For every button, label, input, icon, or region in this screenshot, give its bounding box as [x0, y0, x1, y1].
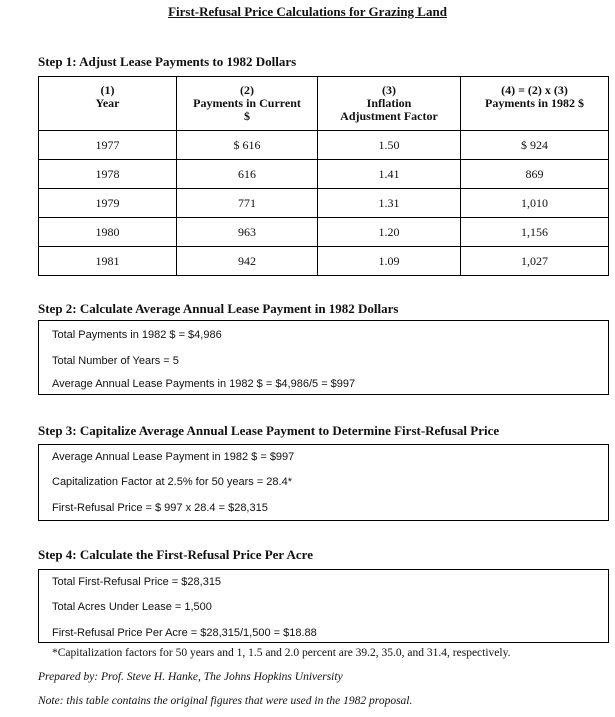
cell-1982-payment: 1,156 — [461, 218, 609, 247]
table-row — [39, 189, 609, 218]
cell-1982-payment: $ 924 — [461, 131, 609, 160]
cell-year: 1977 — [39, 131, 177, 160]
capitalization-footnote: *Capitalization factors for 50 years and 1, 1.5 and 2.0 percent are 39.2, 35.0, and 31.4, respectively. — [52, 647, 511, 659]
step2-box — [38, 320, 609, 395]
step2-line-total-payments: Total Payments in 1982 $ = $4,986 — [52, 329, 222, 341]
column-header-current-payments — [177, 77, 318, 131]
cell-year: 1981 — [39, 247, 177, 276]
cell-year: 1979 — [39, 189, 177, 218]
cell-inflation-factor: 1.09 — [318, 247, 461, 276]
cell-current-payment: 963 — [177, 218, 318, 247]
table-header-row — [39, 77, 609, 131]
cell-inflation-factor: 1.41 — [318, 160, 461, 189]
step3-line-first-refusal-price: First-Refusal Price = $ 997 x 28.4 = $28,315 — [52, 502, 268, 514]
cell-year: 1980 — [39, 218, 177, 247]
cell-current-payment: $ 616 — [177, 131, 318, 160]
step4-box — [38, 569, 609, 643]
column-label: Inflation Adjustment Factor — [340, 96, 438, 123]
cell-inflation-factor: 1.31 — [318, 189, 461, 218]
note: Note: this table contains the original figures that were used in the 1982 proposal. — [38, 695, 413, 707]
table-row — [39, 247, 609, 276]
cell-year: 1978 — [39, 160, 177, 189]
column-label: Payments in 1982 $ — [485, 96, 584, 110]
table-row — [39, 160, 609, 189]
column-header-inflation-factor — [318, 77, 461, 131]
cell-current-payment: 771 — [177, 189, 318, 218]
cell-1982-payment: 1,027 — [461, 247, 609, 276]
step2-line-average-payment: Average Annual Lease Payments in 1982 $ = $4,986/5 = $997 — [52, 378, 356, 390]
step4-line-total-acres: Total Acres Under Lease = 1,500 — [52, 601, 212, 613]
column-number: (4) = (2) x (3) — [501, 83, 568, 97]
step4-heading: Step 4: Calculate the First-Refusal Price Per Acre — [38, 547, 313, 562]
step3-line-average-payment: Average Annual Lease Payment in 1982 $ = $997 — [52, 451, 295, 463]
table-row — [39, 218, 609, 247]
column-header-year — [39, 77, 177, 131]
step2-heading: Step 2: Calculate Average Annual Lease Payment in 1982 Dollars — [38, 301, 399, 316]
cell-1982-payment: 1,010 — [461, 189, 609, 218]
step3-heading: Step 3: Capitalize Average Annual Lease Payment to Determine First-Refusal Price — [38, 423, 500, 438]
step3-line-capitalization-factor: Capitalization Factor at 2.5% for 50 years = 28.4* — [52, 476, 292, 488]
cell-current-payment: 942 — [177, 247, 318, 276]
cell-current-payment: 616 — [177, 160, 318, 189]
lease-payments-table — [38, 76, 609, 276]
step2-line-number-of-years: Total Number of Years = 5 — [52, 355, 179, 367]
step3-box — [38, 444, 609, 521]
column-number: (1) — [100, 83, 115, 97]
table-row — [39, 131, 609, 160]
column-label: Year — [95, 96, 120, 110]
column-label: Payments in Current $ — [193, 96, 301, 123]
step4-line-price-per-acre: First-Refusal Price Per Acre = $28,315/1,500 = $18.88 — [52, 627, 317, 639]
step4-line-total-price: Total First-Refusal Price = $28,315 — [52, 576, 222, 588]
column-number: (2) — [240, 83, 254, 97]
prepared-by: Prepared by: Prof. Steve H. Hanke, The Johns Hopkins University — [38, 671, 343, 683]
cell-1982-payment: 869 — [461, 160, 609, 189]
column-number: (3) — [382, 83, 396, 97]
document-title: First-Refusal Price Calculations for Grazing Land — [168, 4, 447, 19]
step1-heading: Step 1: Adjust Lease Payments to 1982 Dollars — [38, 54, 297, 69]
column-header-1982-payments — [461, 77, 609, 131]
cell-inflation-factor: 1.50 — [318, 131, 461, 160]
cell-inflation-factor: 1.20 — [318, 218, 461, 247]
